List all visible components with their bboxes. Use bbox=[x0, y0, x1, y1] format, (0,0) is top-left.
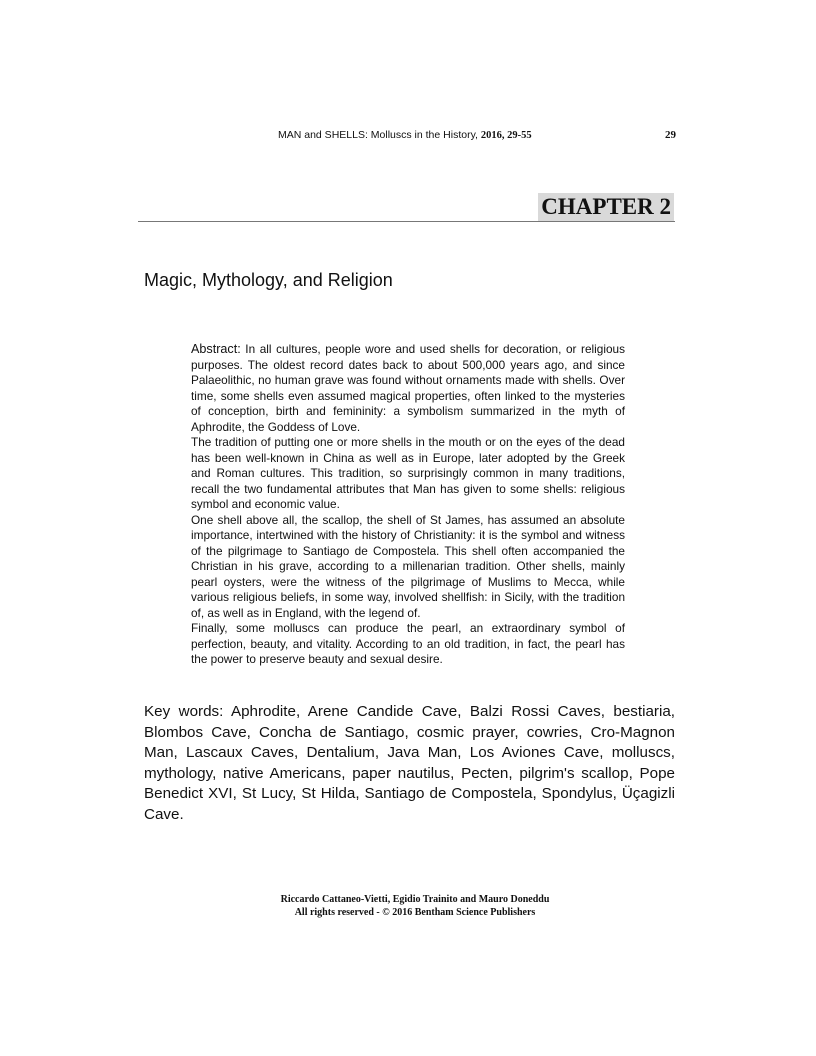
running-head bbox=[0, 127, 816, 143]
journal-title: MAN and SHELLS: Molluscs in the History, bbox=[278, 129, 481, 141]
journal-pages: 2016, 29-55 bbox=[480, 130, 532, 141]
abstract-paragraph-4: Finally, some molluscs can produce the pearl, an extraordinary symbol of perfection, beauty, and vitality. According to an old tradition, in fact, the pearl has the power to preserve beauty and sexual desire. bbox=[191, 621, 625, 666]
abstract-label: Abstract: bbox=[191, 342, 241, 356]
footer bbox=[0, 894, 816, 919]
abstract-paragraph-2: The tradition of putting one or more shells in the mouth or on the eyes of the dead has been well-known in China as well as in Europe, later adopted by the Greek and Roman cultures. This tradition, so surprisingly common in many traditions, recall the two fundamental attributes that Man has given to some shells: religious symbol and economic value. bbox=[191, 435, 625, 511]
abstract-paragraph-3: One shell above all, the scallop, the shell of St James, has assumed an absolute importance, intertwined with the history of Christianity: it is the symbol and witness of the pilgrimage to Santiago de Compostela. This shell often accompanied the Christian in his grave, according to a millenarian tradition. Other shells, mainly pearl oysters, were the witness of the pilgrimage of Muslims to Mecca, while various religious beliefs, in some way, involved shellfish: in Sicily, with the tradition of, as well as in England, with the legend of. bbox=[191, 512, 625, 620]
keywords-text: Aphrodite, Arene Candide Cave, Balzi Rossi Caves, bestiaria, Blombos Cave, Concha de Santiago, cosmic prayer, cowries, Cro-Magnon Man, Lascaux Caves, Dentalium, Java Man, Los Aviones Cave, molluscs, mythology, native Americans, paper nautilus, Pecten, pilgrim's scallop, Pope Benedict XVI, St Lucy, St Hilda, Santiago de Compostela, Spondylus, Üçagizli Cave. bbox=[144, 703, 675, 823]
footer-authors: Riccardo Cattaneo-Vietti, Egidio Trainito and Mauro Doneddu bbox=[280, 894, 550, 905]
footer-rights: All rights reserved - © 2016 Bentham Science Publishers bbox=[294, 906, 536, 918]
abstract-text-1: In all cultures, people wore and used shells for decoration, or religious purposes. The oldest record dates back to about 500,000 years ago, and since Palaeolithic, no human grave was found without ornaments made with shells. Over time, some shells even assumed magical properties, often linked to the mysteries of conception, birth and femininity: a symbolism summarized in the myth of Aphrodite, the Goddess of Love. bbox=[191, 342, 625, 434]
chapter-label: CHAPTER 2 bbox=[538, 193, 674, 221]
page-number: 29 bbox=[665, 129, 676, 141]
chapter-title: Magic, Mythology, and Religion bbox=[144, 270, 393, 290]
journal-citation bbox=[278, 127, 532, 144]
abstract bbox=[191, 342, 625, 668]
abstract-paragraph-1 bbox=[191, 342, 625, 435]
chapter-divider bbox=[138, 221, 675, 222]
keywords-label: Key words: bbox=[144, 703, 224, 720]
keywords bbox=[144, 702, 675, 825]
